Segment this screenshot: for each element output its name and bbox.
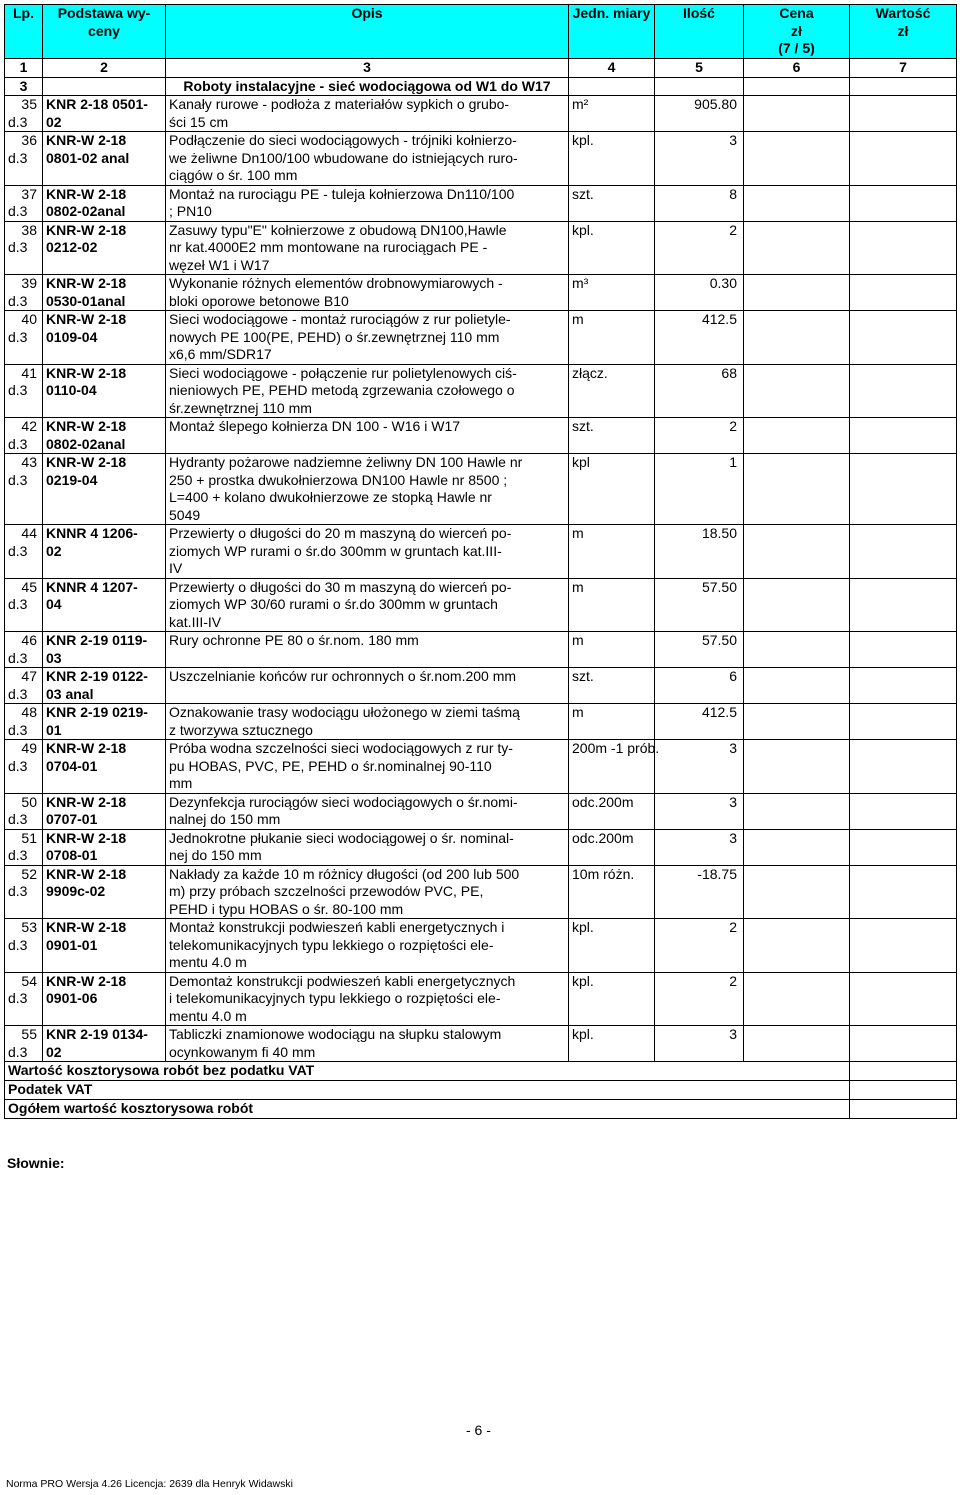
- lp-cell: [5, 740, 43, 794]
- description-cell: Przewierty o długości do 20 m maszyną do wierceń po- ziomych WP rurami o śr.do 300mm w gruntach kat.III- IV: [166, 525, 569, 579]
- item-number: 42: [21, 418, 37, 434]
- value-cell: [850, 185, 957, 221]
- item-number: 52: [21, 865, 37, 882]
- description-cell: Przewierty o długości do 30 m maszyną do wierceń po- ziomych WP 30/60 rurami o śr.do 300mm w gruntach kat.III-IV: [166, 578, 569, 632]
- summary-label: Ogółem wartość kosztorysowa robót: [5, 1100, 850, 1119]
- page-number: - 6 -: [466, 1422, 491, 1438]
- item-section-ref: d.3: [8, 936, 28, 953]
- item-section-ref: d.3: [8, 721, 28, 738]
- basis-cell: KNR-W 2-18 0901-06: [43, 972, 166, 1026]
- header-ilosc: Ilość: [655, 5, 744, 59]
- quantity-cell: 2: [655, 919, 744, 973]
- lp-cell: [5, 454, 43, 525]
- basis-cell: KNNR 4 1206- 02: [43, 525, 166, 579]
- description-cell: Rury ochronne PE 80 o śr.nom. 180 mm: [166, 632, 569, 668]
- unit-cell: kpl.: [569, 972, 655, 1026]
- quantity-cell: 412.5: [655, 311, 744, 365]
- lp-cell: [5, 829, 43, 865]
- description-cell: Uszczelnianie końców rur ochronnych o śr.nom.200 mm: [166, 668, 569, 704]
- description-cell: Próba wodna szczelności sieci wodociągowych z rur ty- pu HOBAS, PVC, PE, PEHD o śr.nominalnej 90-110 mm: [166, 740, 569, 794]
- lp-cell: [5, 919, 43, 973]
- header-opis: Opis: [166, 5, 569, 59]
- item-number: 37: [21, 185, 37, 202]
- description-cell: Oznakowanie trasy wodociągu ułożonego w ziemi taśmą z tworzywa sztucznego: [166, 704, 569, 740]
- basis-cell: KNR-W 2-18 9909c-02: [43, 865, 166, 919]
- price-cell: [744, 418, 850, 454]
- unit-cell: m: [569, 525, 655, 579]
- value-cell: [850, 865, 957, 919]
- quantity-cell: 905.80: [655, 96, 744, 132]
- quantity-cell: 18.50: [655, 525, 744, 579]
- table-row: [5, 185, 957, 221]
- item-section-ref: d.3: [8, 382, 28, 398]
- unit-cell: kpl: [569, 454, 655, 525]
- item-number: 44: [21, 525, 37, 541]
- item-number: 53: [21, 919, 37, 935]
- item-number: 54: [21, 972, 37, 989]
- quantity-cell: 412.5: [655, 704, 744, 740]
- header-lp: Lp.: [5, 5, 43, 59]
- lp-cell: [5, 96, 43, 132]
- value-cell: [850, 275, 957, 311]
- value-cell: [850, 1026, 957, 1062]
- section-row: [5, 77, 957, 96]
- basis-cell: KNR-W 2-18 0109-04: [43, 311, 166, 365]
- section-empty-cell: [744, 77, 850, 96]
- price-cell: [744, 919, 850, 973]
- quantity-cell: 2: [655, 221, 744, 275]
- column-number: 3: [166, 58, 569, 77]
- item-number: 35: [21, 96, 37, 112]
- table-row: [5, 275, 957, 311]
- description-cell: Podłączenie do sieci wodociągowych - trójniki kołnierzo- we żeliwne Dn100/100 wbudowane do istniejących ruro- ciągów o śr. 100 mm: [166, 132, 569, 186]
- summary-label: Wartość kosztorysowa robót bez podatku VAT: [5, 1062, 850, 1081]
- price-cell: [744, 1026, 850, 1062]
- summary-row-vat: [5, 1081, 957, 1100]
- cost-estimate-table: [4, 4, 957, 1119]
- value-cell: [850, 829, 957, 865]
- basis-cell: KNNR 4 1207- 04: [43, 578, 166, 632]
- unit-cell: m²: [569, 96, 655, 132]
- lp-cell: [5, 668, 43, 704]
- quantity-cell: 6: [655, 668, 744, 704]
- table-row: [5, 919, 957, 973]
- summary-value: [850, 1062, 957, 1081]
- description-cell: Nakłady za każde 10 m różnicy długości (od 200 lub 500 m) przy próbach szczelności przewodów PVC, PE, PEHD i typu HOBAS o śr. 80-100 mm: [166, 865, 569, 919]
- price-cell: [744, 525, 850, 579]
- item-number: 49: [21, 740, 37, 756]
- header-cena: Cena zł (7 / 5): [744, 5, 850, 59]
- lp-cell: [5, 1026, 43, 1062]
- summary-row-total: [5, 1100, 957, 1119]
- table-row: [5, 865, 957, 919]
- price-cell: [744, 185, 850, 221]
- item-number: 50: [21, 793, 37, 810]
- table-row: [5, 454, 957, 525]
- section-empty-cell: [655, 77, 744, 96]
- description-cell: Sieci wodociągowe - połączenie rur polietylenowych ciś- nieniowych PE, PEHD metodą zgrzewania czołowego o śr.zewnętrznej 110 mm: [166, 364, 569, 418]
- section-lp: 3: [5, 77, 43, 96]
- table-row: [5, 578, 957, 632]
- lp-cell: [5, 132, 43, 186]
- basis-cell: KNR 2-19 0122- 03 anal: [43, 668, 166, 704]
- quantity-cell: 8: [655, 185, 744, 221]
- item-section-ref: d.3: [8, 113, 28, 130]
- value-cell: [850, 418, 957, 454]
- price-cell: [744, 578, 850, 632]
- unit-cell: 10m różn.: [569, 865, 655, 919]
- item-section-ref: d.3: [8, 471, 28, 488]
- quantity-cell: 3: [655, 793, 744, 829]
- table-row: [5, 525, 957, 579]
- section-empty-cell: [850, 77, 957, 96]
- lp-cell: [5, 793, 43, 829]
- price-cell: [744, 221, 850, 275]
- column-number: 1: [5, 58, 43, 77]
- item-section-ref: d.3: [8, 542, 28, 559]
- value-cell: [850, 919, 957, 973]
- summary-row-net: [5, 1062, 957, 1081]
- unit-cell: m: [569, 632, 655, 668]
- price-cell: [744, 865, 850, 919]
- lp-cell: [5, 275, 43, 311]
- item-section-ref: d.3: [8, 811, 28, 827]
- price-cell: [744, 311, 850, 365]
- value-cell: [850, 704, 957, 740]
- table-row: [5, 221, 957, 275]
- price-cell: [744, 275, 850, 311]
- price-cell: [744, 454, 850, 525]
- basis-cell: KNR-W 2-18 0802-02anal: [43, 418, 166, 454]
- unit-cell: m³: [569, 275, 655, 311]
- item-section-ref: d.3: [8, 883, 28, 899]
- lp-cell: [5, 525, 43, 579]
- quantity-cell: 68: [655, 364, 744, 418]
- item-number: 46: [21, 632, 37, 648]
- basis-cell: KNR-W 2-18 0530-01anal: [43, 275, 166, 311]
- item-section-ref: d.3: [8, 435, 28, 452]
- table-row: [5, 632, 957, 668]
- basis-cell: KNR-W 2-18 0212-02: [43, 221, 166, 275]
- column-number: 4: [569, 58, 655, 77]
- value-cell: [850, 793, 957, 829]
- item-number: 40: [21, 311, 37, 327]
- unit-cell: szt.: [569, 668, 655, 704]
- basis-cell: KNR-W 2-18 0708-01: [43, 829, 166, 865]
- table-row: [5, 418, 957, 454]
- column-number-row: [5, 58, 957, 77]
- price-cell: [744, 972, 850, 1026]
- unit-cell: 200m -1 prób.: [569, 740, 655, 794]
- value-cell: [850, 525, 957, 579]
- lp-cell: [5, 311, 43, 365]
- item-number: 39: [21, 275, 37, 291]
- lp-cell: [5, 578, 43, 632]
- description-cell: Demontaż konstrukcji podwieszeń kabli energetycznych i telekomunikacyjnych typu lekkiego o rozpiętości ele- mentu 4.0 m: [166, 972, 569, 1026]
- description-cell: Montaż ślepego kołnierza DN 100 - W16 i W17: [166, 418, 569, 454]
- item-section-ref: d.3: [8, 292, 28, 309]
- price-cell: [744, 364, 850, 418]
- quantity-cell: 3: [655, 740, 744, 794]
- description-cell: Hydranty pożarowe nadziemne żeliwny DN 100 Hawle nr 250 + prostka dwukołnierzowa DN100 Hawle nr 8500 ; L=400 + kolano dwukołnierzowe ze stopką Hawle nr 5049: [166, 454, 569, 525]
- basis-cell: KNR-W 2-18 0110-04: [43, 364, 166, 418]
- item-section-ref: d.3: [8, 328, 28, 345]
- item-section-ref: d.3: [8, 649, 28, 666]
- price-cell: [744, 132, 850, 186]
- item-number: 41: [21, 364, 37, 381]
- description-cell: Tabliczki znamionowe wodociągu na słupku stalowym ocynkowanym fi 40 mm: [166, 1026, 569, 1062]
- unit-cell: złącz.: [569, 364, 655, 418]
- section-title: Roboty instalacyjne - sieć wodociągowa od W1 do W17: [166, 77, 569, 96]
- unit-cell: m: [569, 578, 655, 632]
- item-section-ref: d.3: [8, 596, 28, 612]
- basis-cell: KNR-W 2-18 0901-01: [43, 919, 166, 973]
- unit-cell: kpl.: [569, 221, 655, 275]
- value-cell: [850, 221, 957, 275]
- value-cell: [850, 578, 957, 632]
- item-number: 43: [21, 454, 37, 470]
- price-cell: [744, 632, 850, 668]
- unit-cell: odc.200m: [569, 829, 655, 865]
- value-cell: [850, 632, 957, 668]
- item-section-ref: d.3: [8, 149, 28, 166]
- unit-cell: szt.: [569, 418, 655, 454]
- basis-cell: KNR-W 2-18 0219-04: [43, 454, 166, 525]
- description-cell: Montaż na rurociągu PE - tuleja kołnierzowa Dn110/100 ; PN10: [166, 185, 569, 221]
- value-cell: [850, 454, 957, 525]
- summary-value: [850, 1100, 957, 1119]
- quantity-cell: 57.50: [655, 632, 744, 668]
- section-empty-cell: [569, 77, 655, 96]
- table-header-row: [5, 5, 957, 59]
- value-cell: [850, 96, 957, 132]
- column-number: 5: [655, 58, 744, 77]
- lp-cell: [5, 418, 43, 454]
- item-number: 55: [21, 1026, 37, 1042]
- header-wartosc: Wartość zł: [850, 5, 957, 59]
- item-section-ref: d.3: [8, 847, 28, 863]
- description-cell: Kanały rurowe - podłoża z materiałów sypkich o grubo- ści 15 cm: [166, 96, 569, 132]
- price-cell: [744, 740, 850, 794]
- quantity-cell: 57.50: [655, 578, 744, 632]
- basis-cell: KNR 2-18 0501- 02: [43, 96, 166, 132]
- summary-value: [850, 1081, 957, 1100]
- software-license-note: Norma PRO Wersja 4.26 Licencja: 2639 dla Henryk Widawski: [6, 1478, 293, 1490]
- basis-cell: KNR-W 2-18 0801-02 anal: [43, 132, 166, 186]
- unit-cell: kpl.: [569, 919, 655, 973]
- description-cell: Dezynfekcja rurociągów sieci wodociągowych o śr.nomi- nalnej do 150 mm: [166, 793, 569, 829]
- basis-cell: KNR 2-19 0119- 03: [43, 632, 166, 668]
- table-row: [5, 96, 957, 132]
- summary-label: Podatek VAT: [5, 1081, 850, 1100]
- table-row: [5, 740, 957, 794]
- table-row: [5, 132, 957, 186]
- value-cell: [850, 364, 957, 418]
- description-cell: Wykonanie różnych elementów drobnowymiarowych - bloki oporowe betonowe B10: [166, 275, 569, 311]
- item-number: 48: [21, 704, 37, 720]
- column-number: 6: [744, 58, 850, 77]
- value-cell: [850, 668, 957, 704]
- table-row: [5, 704, 957, 740]
- section-empty-cell: [43, 77, 166, 96]
- item-section-ref: d.3: [8, 239, 28, 255]
- lp-cell: [5, 704, 43, 740]
- description-cell: Zasuwy typu"E" kołnierzowe z obudową DN100,Hawle nr kat.4000E2 mm montowane na rurociągach PE - węzeł W1 i W17: [166, 221, 569, 275]
- table-row: [5, 1026, 957, 1062]
- lp-cell: [5, 972, 43, 1026]
- item-section-ref: d.3: [8, 203, 28, 219]
- price-cell: [744, 668, 850, 704]
- basis-cell: KNR-W 2-18 0802-02anal: [43, 185, 166, 221]
- item-number: 38: [21, 221, 37, 238]
- lp-cell: [5, 221, 43, 275]
- unit-cell: kpl.: [569, 1026, 655, 1062]
- table-row: [5, 829, 957, 865]
- quantity-cell: 3: [655, 1026, 744, 1062]
- price-cell: [744, 793, 850, 829]
- lp-cell: [5, 632, 43, 668]
- quantity-cell: 2: [655, 418, 744, 454]
- unit-cell: m: [569, 704, 655, 740]
- table-row: [5, 364, 957, 418]
- item-number: 47: [21, 668, 37, 684]
- value-cell: [850, 740, 957, 794]
- description-cell: Jednokrotne płukanie sieci wodociągowej o śr. nominal- nej do 150 mm: [166, 829, 569, 865]
- unit-cell: szt.: [569, 185, 655, 221]
- price-cell: [744, 829, 850, 865]
- unit-cell: m: [569, 311, 655, 365]
- description-cell: Montaż konstrukcji podwieszeń kabli energetycznych i telekomunikacyjnych typu lekkiego o rozpiętości ele- mentu 4.0 m: [166, 919, 569, 973]
- value-cell: [850, 972, 957, 1026]
- quantity-cell: 3: [655, 829, 744, 865]
- quantity-cell: 3: [655, 132, 744, 186]
- description-cell: Sieci wodociągowe - montaż rurociągów z rur polietyle- nowych PE 100(PE, PEHD) o śr.zewnętrznej 110 mm x6,6 mm/SDR17: [166, 311, 569, 365]
- header-jedn: Jedn. miary: [569, 5, 655, 59]
- value-cell: [850, 311, 957, 365]
- column-number: 7: [850, 58, 957, 77]
- value-cell: [850, 132, 957, 186]
- item-section-ref: d.3: [8, 1043, 28, 1060]
- item-section-ref: d.3: [8, 685, 28, 702]
- unit-cell: odc.200m: [569, 793, 655, 829]
- price-cell: [744, 96, 850, 132]
- basis-cell: KNR-W 2-18 0704-01: [43, 740, 166, 794]
- basis-cell: KNR 2-19 0134- 02: [43, 1026, 166, 1062]
- quantity-cell: 0.30: [655, 275, 744, 311]
- unit-cell: kpl.: [569, 132, 655, 186]
- basis-cell: KNR 2-19 0219- 01: [43, 704, 166, 740]
- lp-cell: [5, 364, 43, 418]
- item-number: 51: [21, 829, 37, 846]
- table-row: [5, 668, 957, 704]
- amount-in-words-label: Słownie:: [7, 1155, 65, 1171]
- item-number: 45: [21, 578, 37, 595]
- lp-cell: [5, 185, 43, 221]
- table-row: [5, 311, 957, 365]
- basis-cell: KNR-W 2-18 0707-01: [43, 793, 166, 829]
- column-number: 2: [43, 58, 166, 77]
- quantity-cell: -18.75: [655, 865, 744, 919]
- item-number: 36: [21, 132, 37, 148]
- item-section-ref: d.3: [8, 757, 28, 774]
- lp-cell: [5, 865, 43, 919]
- quantity-cell: 1: [655, 454, 744, 525]
- table-row: [5, 972, 957, 1026]
- quantity-cell: 2: [655, 972, 744, 1026]
- table-row: [5, 793, 957, 829]
- item-section-ref: d.3: [8, 990, 28, 1006]
- price-cell: [744, 704, 850, 740]
- header-podstawa: Podstawa wy- ceny: [43, 5, 166, 59]
